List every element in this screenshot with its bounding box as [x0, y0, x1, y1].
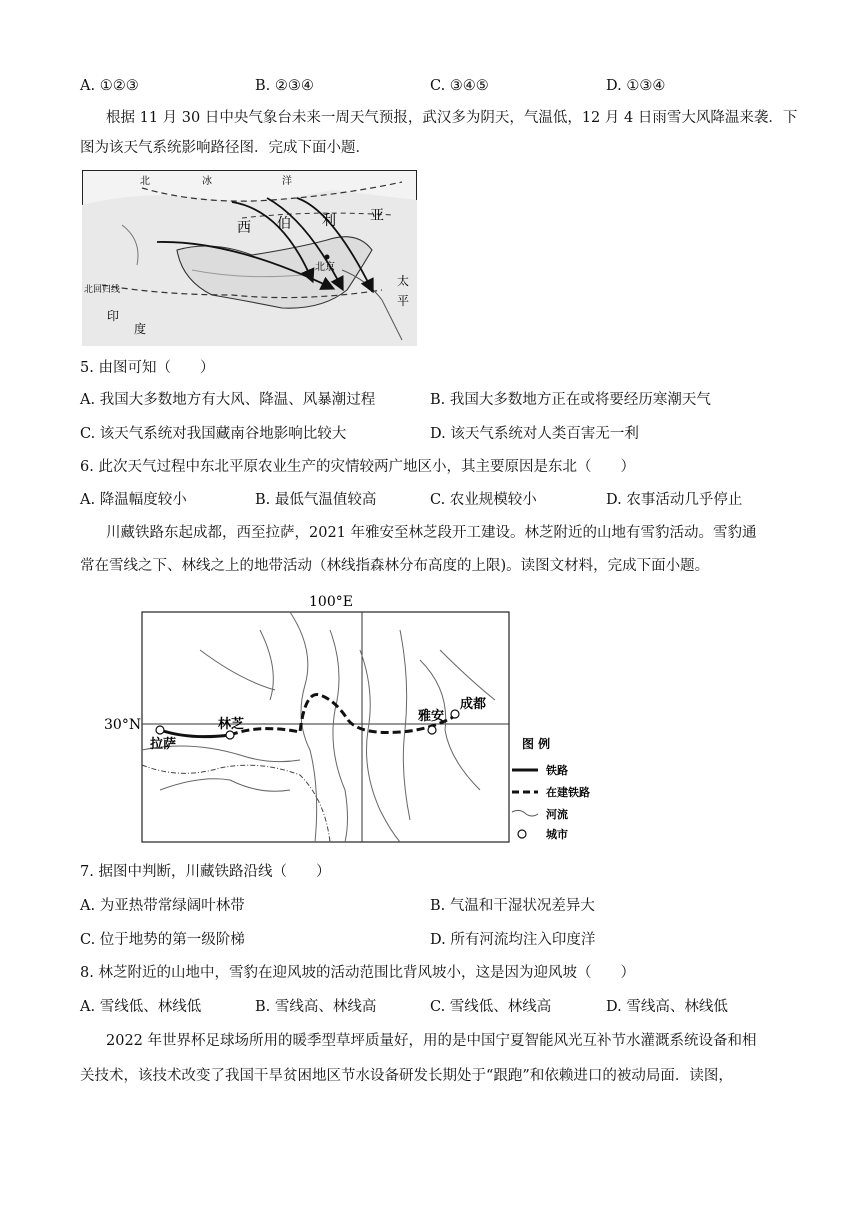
legend-city: 城市	[546, 828, 568, 841]
label-du: 度	[134, 322, 147, 336]
q8-option-a: A. 雪线低、林线低	[80, 999, 202, 1015]
lat-label: 30°N	[104, 717, 142, 733]
weather-path-map	[82, 170, 417, 346]
label-ping: 平	[397, 294, 410, 308]
q8-option-b: B. 雪线高、林线高	[255, 999, 377, 1015]
q6-option-d: D. 农事活动几乎停止	[606, 492, 743, 508]
q6-option-b: B. 最低气温值较高	[255, 492, 377, 508]
label-bing: 冰	[202, 176, 212, 187]
intro2-line1: 川藏铁路东起成都，西至拉萨，2021 年雅安至林芝段开工建设。林芝附近的山地有雪豹活动。雪豹通	[106, 525, 757, 541]
q7-stem: 7. 据图中判断，川藏铁路沿线（ ）	[80, 864, 331, 880]
q7-option-d: D. 所有河流均注入印度洋	[430, 932, 596, 948]
sichuan-tibet-railway-map	[100, 590, 640, 850]
map-legend	[512, 736, 590, 841]
lon-label: 100°E	[309, 594, 353, 610]
option-d: D. ①③④	[606, 78, 666, 94]
city-chengdu: 成都	[460, 697, 487, 712]
q5-option-b: B. 我国大多数地方正在或将要经历寒潮天气	[430, 392, 711, 408]
label-beijing: 北京	[315, 262, 335, 273]
city-lasa: 拉萨	[150, 737, 177, 752]
label-ya: 亚	[370, 208, 384, 224]
legend-title: 图 例	[522, 737, 551, 751]
q8-option-c: C. 雪线低、林线高	[430, 999, 552, 1015]
option-c: C. ③④⑤	[430, 78, 489, 94]
q5-option-d: D. 该天气系统对人类百害无一利	[430, 426, 639, 442]
intro3-line2: 关技术，该技术改变了我国干旱贫困地区节水设备研发长期处于“跟跑”和依赖进口的被动局面．读图，	[80, 1068, 733, 1084]
q8-option-d: D. 雪线高、林线低	[606, 999, 728, 1015]
q5-option-c: C. 该天气系统对我国藏南谷地影响比较大	[80, 426, 347, 442]
label-bo: 伯	[277, 216, 291, 232]
q8-stem: 8. 林芝附近的山地中，雪豹在迎风坡的活动范围比背风坡小，这是因为迎风坡（ ）	[80, 965, 635, 981]
city-yaan: 雅安	[418, 709, 445, 724]
q7-option-c: C. 位于地势的第一级阶梯	[80, 932, 245, 948]
legend-river: 河流	[546, 808, 568, 821]
city-linzhi: 林芝	[218, 717, 245, 732]
label-tai: 太	[397, 274, 410, 288]
option-b: B. ②③④	[255, 78, 314, 94]
q6-option-a: A. 降温幅度较小	[80, 492, 187, 508]
q7-option-a: A. 为亚热带常绿阔叶林带	[80, 898, 245, 914]
label-bei: 北	[140, 176, 150, 187]
q6-option-c: C. 农业规模较小	[430, 492, 537, 508]
label-tropic: 北回归线	[84, 285, 121, 295]
option-a: A. ①②③	[80, 78, 139, 94]
q7-option-b: B. 气温和干湿状况差异大	[430, 898, 595, 914]
intro1-line1: 根据 11 月 30 日中央气象台未来一周天气预报，武汉多为阴天，气温低，12 月 4 日雨雪大风降温来袭．下	[106, 110, 798, 126]
q5-stem: 5. 由图可知（ ）	[80, 360, 215, 376]
label-xi: 西	[237, 220, 251, 236]
q5-option-a: A. 我国大多数地方有大风、降温、风暴潮过程	[80, 392, 376, 408]
label-yang: 洋	[282, 176, 292, 187]
intro3-line1: 2022 年世界杯足球场所用的暖季型草坪质量好，用的是中国宁夏智能风光互补节水灌溉系统设备和相	[106, 1033, 757, 1049]
intro1-line2: 图为该天气系统影响路径图．完成下面小题．	[80, 140, 370, 156]
legend-railway: 铁路	[546, 764, 568, 777]
legend-building: 在建铁路	[546, 786, 590, 799]
label-li: 利	[322, 213, 336, 229]
label-yin: 印	[107, 309, 120, 323]
intro2-line2: 常在雪线之下、林线之上的地带活动（林线指森林分布高度的上限)。读图文材料，完成下面小题。	[80, 558, 710, 574]
q6-stem: 6. 此次天气过程中东北平原农业生产的灾情较两广地区小，其主要原因是东北（ ）	[80, 459, 635, 475]
